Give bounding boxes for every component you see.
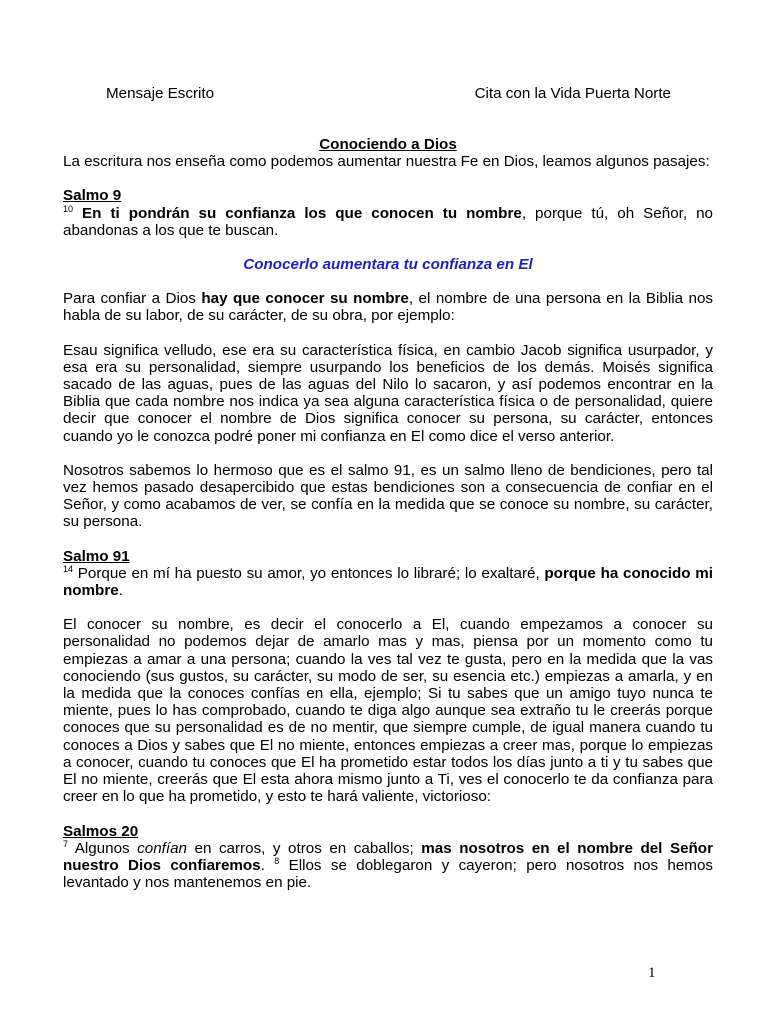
verse-text: .	[260, 856, 275, 874]
salmos20-verse	[63, 840, 713, 892]
header-left: Mensaje Escrito	[106, 85, 215, 102]
verse-number: 7	[63, 838, 69, 849]
verse-number: 8	[274, 855, 280, 866]
verse-bold-text: mas nosotros en el nombre del Señor nuestro Dios confiaremos	[63, 839, 713, 874]
section-subtitle: Conocerlo aumentara tu confianza en El	[243, 256, 533, 274]
page-number: 1	[648, 965, 656, 981]
verse-bold-text: En ti pondrán su confianza los que conocen tu nombre	[82, 204, 522, 222]
paragraph-text: , el nombre de una persona en la Biblia nos habla de su labor, de su carácter, de su obra, por ejemplo:	[63, 290, 713, 325]
paragraph-text: Para confiar a Dios	[63, 290, 202, 308]
verse-bold-text: porque ha conocido mi nombre	[63, 564, 713, 600]
salmo9-verse	[63, 205, 713, 239]
page-header	[106, 85, 671, 102]
header-right: Cita con la Vida Puerta Norte	[474, 85, 671, 102]
verse-text: , porque tú, oh Señor, no abandonas a los que te buscan.	[63, 204, 713, 239]
verse-text: Porque en mí ha puesto su amor, yo entonces lo libraré; lo exaltaré,	[73, 564, 545, 582]
paragraph-bold-text: hay que conocer su nombre	[201, 290, 409, 308]
salmo91-verse	[63, 565, 713, 599]
verse-text: Algunos	[68, 839, 138, 857]
salmo91-heading: Salmo 91	[63, 547, 130, 565]
verse-italic-text: confían	[137, 839, 187, 857]
paragraph-2: Esau significa velludo, ese era su característica física, en cambio Jacob significa usurpador, y esa era su personalidad, siempre usurpando los beneficios de los demás. Moisés significa sacado de las aguas, pues de las aguas del Nilo lo sacaron, y así podemos encontrar en la Biblia que cada nombre nos indica ya sea alguna característica física o de personalidad, quiere decir que conocer el nombre de Dios significa conocer su persona, su carácter, entonces cuando yo le conozca podré poner mi confianza en El como dice el verso anterior.	[63, 341, 713, 445]
intro-paragraph: La escritura nos enseña como podemos aumentar nuestra Fe en Dios, leamos algunos pasajes:	[63, 153, 710, 171]
verse-number: 10	[63, 203, 74, 214]
salmos20-heading: Salmos 20	[63, 822, 139, 840]
document-body	[63, 136, 713, 891]
verse-text: Ellos se doblegaron y cayeron; pero nosotros nos hemos levantado y nos mantenemos en pie.	[63, 856, 713, 892]
paragraph-3: Nosotros sabemos lo hermoso que es el salmo 91, es un salmo lleno de bendiciones, pero tal vez hemos pasado desapercibido que estas bendiciones son a consecuencia de confiar en el Señor, y como acabamos de ver, se confía en la medida que se conoce su nombre, su carácter, su persona.	[63, 461, 713, 531]
verse-text: .	[118, 582, 123, 600]
document-title: Conociendo a Dios	[319, 136, 457, 153]
verse-number: 14	[63, 563, 74, 574]
paragraph-4: El conocer su nombre, es decir el conocerlo a El, cuando empezamos a conocer su personalidad no podemos dejar de amarlo mas y mas, piensa por un momento como tu empiezas a amar a una persona; cuando la ves tal vez te gusta, pero en la medida que la vas conociendo (sus gustos, su carácter, su modo de ser, su esencia etc.) empiezas a amarla, y en la medida que la conoces confías en ella, ejemplo; Si tu sabes que un amigo tuyo nunca te miente, pues lo has comprobado, cuando te diga algo aunque sea extraño tu le creerás porque conoces que su personalidad es de no mentir, que siempre cumple, de igual manera cuando tu conoces a Dios y sabes que El no miente, entonces empiezas a creer mas, porque lo empiezas a conocer, cuando tu conoces que El ha prometido estar todos los días junto a ti y tu sabes que El no miente, creerás que El esta ahora mismo junto a Ti, ves el conocerlo te da confianza para creer en lo que ha prometido, y esto te hará valiente, victorioso:	[63, 616, 713, 806]
paragraph-1	[63, 290, 713, 324]
salmo9-heading: Salmo 9	[63, 187, 122, 205]
verse-text: en carros, y otros en caballos;	[186, 839, 422, 857]
